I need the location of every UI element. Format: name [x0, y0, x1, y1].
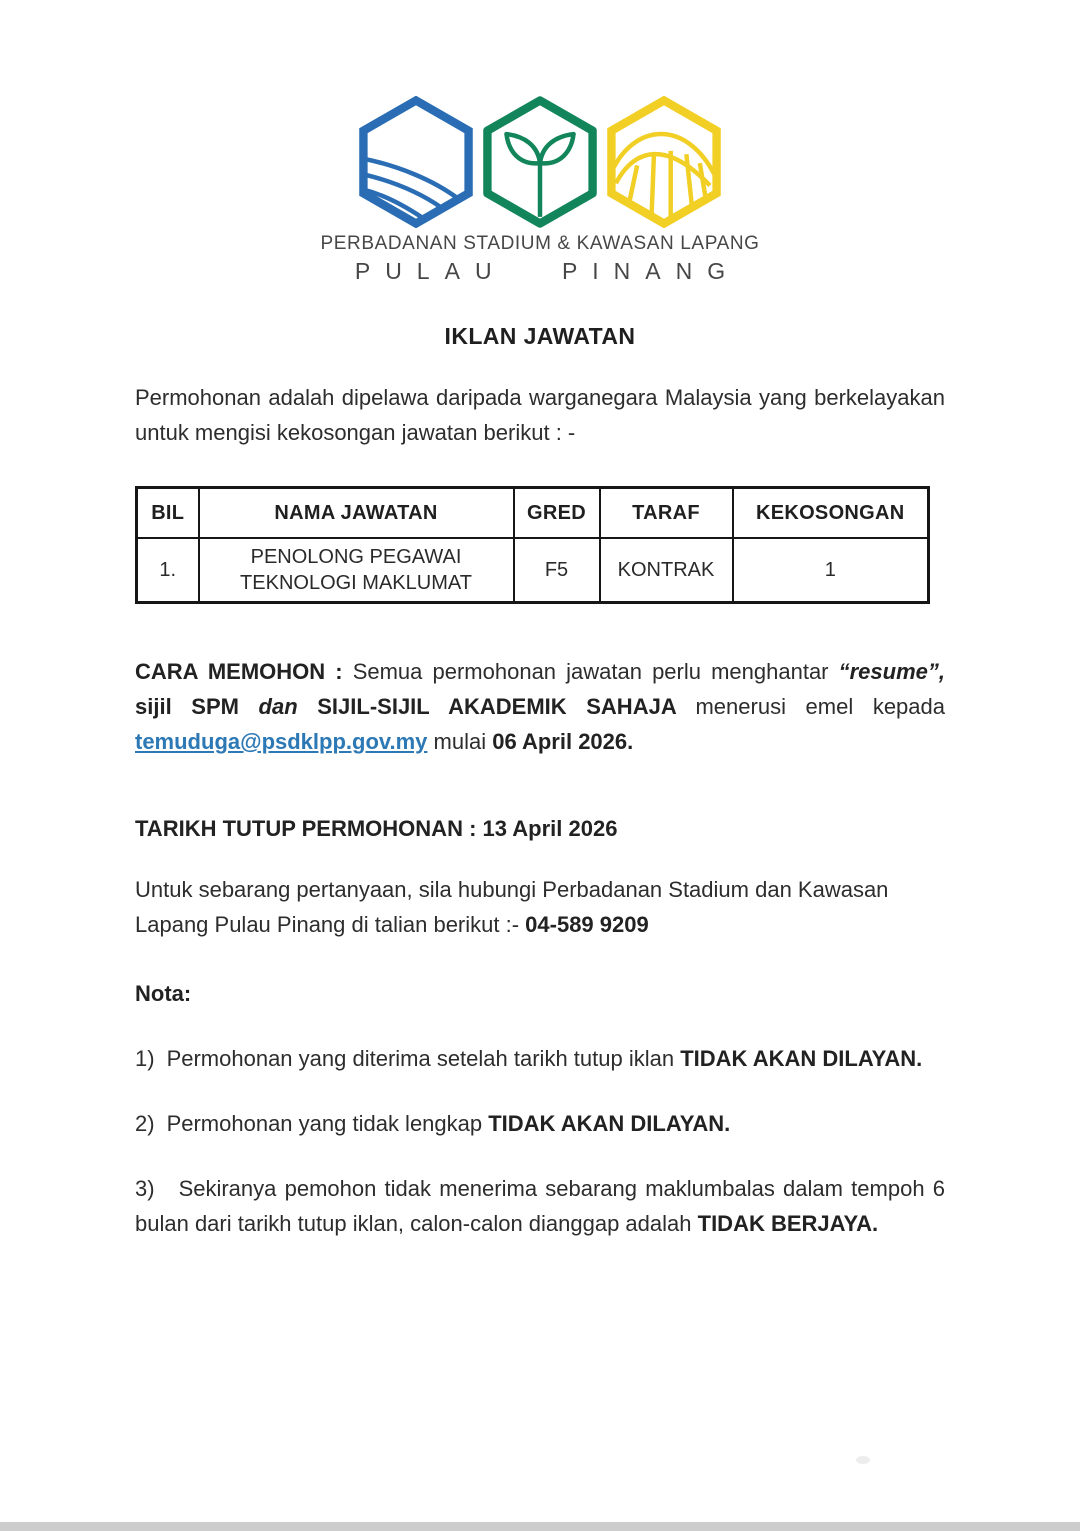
phone-number: 04-589 9209 [525, 912, 649, 937]
document-body [135, 323, 945, 1241]
email-link[interactable]: temuduga@psdklpp.gov.my [135, 729, 428, 754]
cara-memohon-paragraph [135, 654, 945, 759]
cara-text-3: mulai [427, 729, 493, 754]
note-3-emphasis: TIDAK BERJAYA. [697, 1211, 879, 1236]
sijil-spm-text: sijil SPM [135, 694, 259, 719]
note-item-2 [135, 1106, 945, 1141]
header-bil: BIL [137, 488, 199, 539]
header-nama-jawatan: NAMA JAWATAN [199, 488, 514, 539]
note-1-emphasis: TIDAK AKAN DILAYAN. [680, 1046, 923, 1071]
dan-text: dan [258, 694, 298, 719]
intro-paragraph: Permohonan adalah dipelawa daripada warganegara Malaysia yang berkelayakan untuk mengisi kekosongan jawatan berikut : - [135, 385, 945, 445]
header-kekosongan: KEKOSONGAN [733, 488, 929, 539]
cell-gred: F5 [514, 538, 600, 603]
sprout-hexagon-icon [481, 96, 599, 228]
cara-text-1: Semua permohonan jawatan perlu menghantar [342, 659, 839, 684]
cell-nama-jawatan: PENOLONG PEGAWAI TEKNOLOGI MAKLUMAT [199, 538, 514, 603]
nota-label: Nota: [135, 981, 192, 1006]
note-2-text: Permohonan yang tidak lengkap [166, 1111, 489, 1136]
start-date: 06 April 2026. [492, 729, 634, 754]
page-title: IKLAN JAWATAN [444, 323, 636, 349]
note-3-text: Sekiranya pemohon tidak menerima sebarang maklumbalas dalam tempoh 6 bulan dari tarikh tutup iklan, calon-calon dianggap adalah [135, 1176, 945, 1236]
scan-smudge-artifact [856, 1456, 870, 1464]
bridge-hexagon-icon [605, 96, 723, 228]
header-gred: GRED [514, 488, 600, 539]
org-logo [0, 96, 1080, 285]
note-1-number: 1) [135, 1046, 155, 1071]
table-row [137, 538, 929, 603]
org-name-line2: PULAU PINANG [354, 258, 741, 284]
cara-text-2: menerusi emel kepada [695, 694, 946, 719]
resume-text: “resume”, [838, 659, 945, 684]
cell-bil: 1. [137, 538, 199, 603]
closing-date-line: TARIKH TUTUP PERMOHONAN : 13 April 2026 [135, 816, 618, 841]
note-1-text: Permohonan yang diterima setelah tarikh tutup iklan [166, 1046, 681, 1071]
contact-paragraph [135, 872, 945, 942]
note-2-number: 2) [135, 1111, 155, 1136]
table-header-row [137, 488, 929, 539]
header-taraf: TARAF [600, 488, 733, 539]
field-hexagon-icon [357, 96, 475, 228]
note-2-emphasis: TIDAK AKAN DILAYAN. [488, 1111, 731, 1136]
akademik-text: SIJIL-SIJIL AKADEMIK SAHAJA [297, 694, 696, 719]
cara-memohon-label: CARA MEMOHON : [135, 659, 343, 684]
note-3-number: 3) [135, 1176, 155, 1201]
logo-hexagons [0, 96, 1080, 228]
note-item-3 [135, 1171, 945, 1241]
org-name-line1: PERBADANAN STADIUM & KAWASAN LAPANG [320, 233, 760, 254]
cell-taraf: KONTRAK [600, 538, 733, 603]
scan-edge-artifact [0, 1522, 1080, 1531]
vacancy-table [135, 486, 930, 604]
contact-text: Untuk sebarang pertanyaan, sila hubungi Perbadanan Stadium dan Kawasan Lapang Pulau Pinang di talian berikut :- [135, 877, 889, 937]
cell-kekosongan: 1 [733, 538, 929, 603]
note-item-1 [135, 1041, 945, 1076]
